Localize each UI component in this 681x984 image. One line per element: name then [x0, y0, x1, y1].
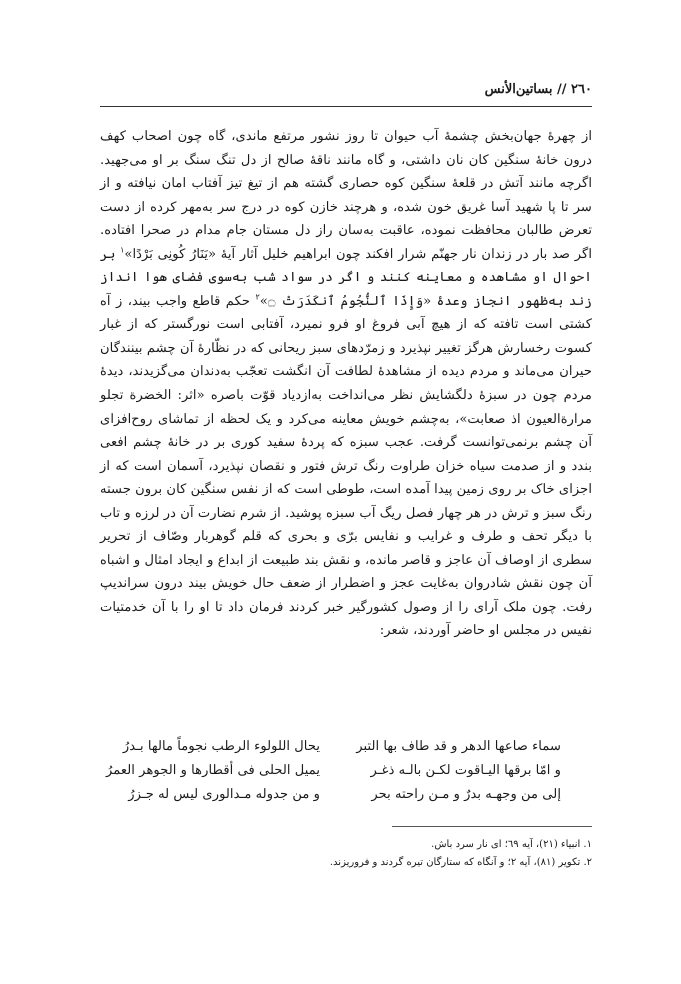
- poem-verse: [120, 735, 561, 759]
- poem-verse: [106, 759, 561, 783]
- page-number-title: ٢٦٠ // بساتين‌الأنس: [484, 82, 592, 97]
- footnote-2: ٢. تکویر (٨١)، آیه ٢؛ و آنگاه که ستارگان تیره گردند و فروریزند.: [329, 857, 592, 868]
- poem-verse: [120, 783, 561, 807]
- paragraph-part-2: بر احوال او مشاهده و معاینه کنند و اگر در سواد شب به‌سوی فضای هوا انداز زند به‌ظهور انجاز وعدهٔ «وَإِذَا ٱلنُّجُومُ ٱنكَدَرَتْ ۝»: [100, 246, 593, 309]
- body-paragraph: [100, 125, 592, 643]
- footnote-ref-2[interactable]: ٢: [255, 292, 260, 302]
- poem-block: [106, 735, 561, 807]
- footnote-1: ١. انبیاء (٢١)، آیه ٦٩؛ ای نار سرد باش.: [431, 839, 592, 850]
- verse-first-hemistich: إلى من وجهـه بدرٌ و مـن راحته بحر: [371, 787, 561, 802]
- running-header: [100, 82, 592, 104]
- header-divider: [100, 106, 592, 107]
- verse-first-hemistich: و امّا برقها اليـاقوت لكـن بالـه ذغـر: [370, 763, 561, 778]
- verse-second-hemistich: و من جدوله مـدالورى ليس له جـزرُ: [128, 787, 320, 802]
- footnote-ref-1[interactable]: ١: [120, 245, 125, 255]
- paragraph-part-3: حکم قاطع واجب بیند، ز آه کشتی است تافته که از هیچ آبی فروغ او فرو نمیرد، آفتابی است نورگستر که از غبار کسوت رخسارش هرگز تغییر نپذیرد و زمرّدهای سبز ریحانی که در نظّارهٔ آن چشم بینندگان حیران می‌ماند و مردم دیده از مشاهدهٔ لطافت آن انگشت تعجّب به‌دندان می‌گزیدند، دیدهٔ مردم چون در سبزهٔ دلگشایش نظر می‌انداخت به‌ازدیاد قوّت باصره «اثر: الخضرة تجلو مرارةالعيون اذ صعابت»، به‌چشم خویش معاینه می‌کرد و یک لحظه از تماشای روح‌افزای آن چشم برنمی‌توانست گرفت. عجب سبزه که پردهٔ سفید کوری بر در خانهٔ چشم افعی بندد و از صدمت سیاه خزان طراوت رنگ ترش فتور و نقصان نپذیرد، آسمان است که از اجزای خاک بر روی زمین پیدا آمده است، طوطی است که از نفس سنگین کان برون جسته رنگ سبز و ترش در هر چهار فصل ریگ آب سبزه پوشید. از شرم نضارت آن در لرزه و تاب با دیگر تحف و طرف و غرایب و نفایس برّی و بحری که قلم گوهربار وصّاف از تحریر سطری از اوصاف آن عاجز و قاصر مانده، و نقش بند طبیعت از ابداع و ایجاد امثال و اشباه آن چون نقش شادروان به‌غایت عجز و اضطرار از ضعف حال خویش بیند درون سراندیپ رفت. چون ملک آرای را از وصول کشورگیر خبر کردند فرمان داد تا او را با آن خدمتیات نفیس در مجلس او حاضر آوردند، شعر:: [100, 293, 592, 639]
- verse-second-hemistich: يميل الحلى فى أقطارها و الجوهر العمرُ: [106, 763, 320, 778]
- verse-second-hemistich: يحال اللولوء الرطب نجوماً مالها بـدرُ: [122, 739, 320, 754]
- verse-first-hemistich: سماء صاعها الدهر و قد طاف بها التبر: [356, 739, 561, 754]
- footnote-divider: [392, 826, 592, 827]
- paragraph-part-1: از چهرهٔ جهان‌بخش چشمهٔ آب حیوان تا روز نشور مرتفع ماندی، گاه چون اصحاب کهف درون خانهٔ سنگین کان نان داشتی، و گاه مانند ناقهٔ صالح از دل تنگ سنگ بر او می‌جهید. اگرچه مانند آتش در قلعهٔ سنگین کوه حصاری گشته هم از تیغ تیز آفتاب امان نیافته و از سر تا پا شهید آسا غریق خون شده، و هرچند خازن کوه در درج سر به‌مهر کرده از دست تعرض طالبان محافظت نموده، عاقبت به‌سان راز دل مستان جام مدام در صحرا افتاده. اگر صد بار در زندان نار جهنّم شرار افکند چون ابراهیم خلیل آثار آیهٔ «يَنَارُ كُونِى بَرْدًا»: [100, 129, 592, 262]
- main-text: [100, 125, 592, 643]
- footnotes: [100, 836, 592, 872]
